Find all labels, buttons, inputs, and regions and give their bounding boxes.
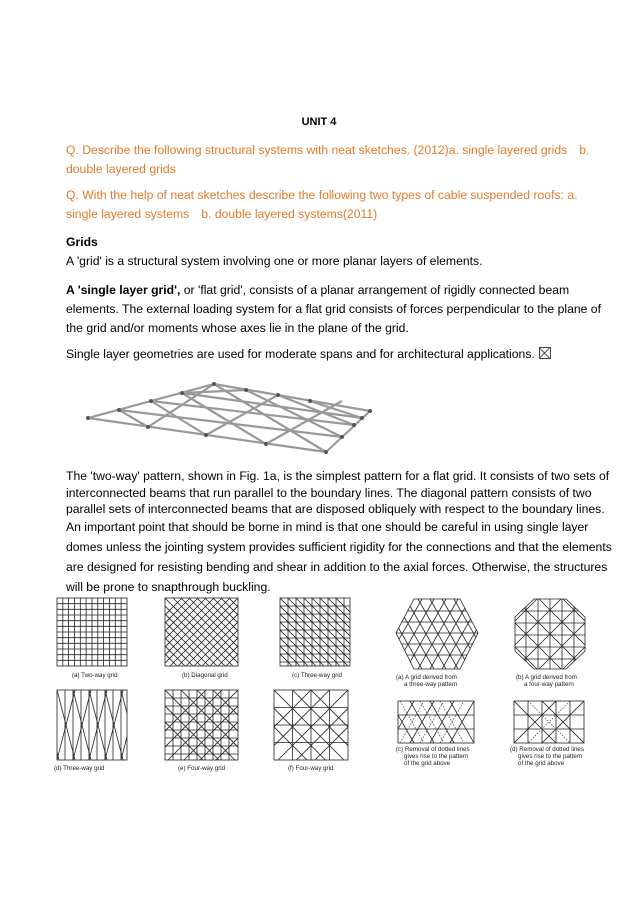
question-1-main: Q. Describe the following structural systems with neat sketches. (2012)a. single layered grids bbox=[66, 143, 568, 157]
question-1-part-b: b. double layered grids bbox=[66, 143, 590, 176]
caption-b: (b) Diagonal grid bbox=[182, 672, 228, 679]
single-layer-grid-figure bbox=[86, 374, 376, 456]
question-2-main: Q. With the help of neat sketches describe the following two types of cable suspended roofs: a. single layered systems bbox=[66, 188, 578, 221]
caption-rc-line2: gives rise to the pattern bbox=[404, 753, 469, 760]
caption-rb-line1: (b) A grid derived from bbox=[516, 674, 577, 681]
caption-rd-line2: gives rise to the pattern bbox=[518, 753, 583, 760]
single-layer-paragraph bbox=[66, 281, 612, 338]
unit-heading: UNIT 4 bbox=[301, 116, 337, 128]
removal-pattern-d-diagram bbox=[514, 701, 584, 743]
grids-definition: A 'grid' is a structural system involving one or more planar layers of elements. bbox=[66, 254, 483, 268]
removal-pattern-c-diagram bbox=[390, 701, 474, 743]
three-way-grid-diagram-c bbox=[224, 598, 404, 666]
two-way-grid-diagram bbox=[57, 598, 127, 666]
caption-d: (d) Three-way grid bbox=[54, 765, 105, 772]
question-1 bbox=[66, 141, 606, 179]
grid-patterns-figure bbox=[52, 593, 612, 779]
caption-c: (c) Three-way grid bbox=[292, 672, 343, 679]
caption-a: (a) Two-way grid bbox=[72, 672, 118, 679]
caption-f: (f) Four-way grid bbox=[288, 765, 334, 772]
single-layer-text: or 'flat grid', consists of a planar arrangement of rigidly connected beam elements. The external loading system for a flat grid consists of forces perpendicular to the plane of the grid and/or moments whose axes lie in the plane of the grid. bbox=[66, 283, 601, 335]
pattern-paragraph: The 'two-way' pattern, shown in Fig. 1a, is the simplest pattern for a flat grid. It consists of two sets of interconnected beams that run parallel to the boundary lines. The diagonal pattern consists of two parallel sets of interconnected beams that are disposed obliquely with respect to the boundary lines. bbox=[66, 469, 610, 516]
caption-rd-line1: (d) Removal of dotted lines bbox=[510, 746, 584, 753]
geometries-paragraph bbox=[66, 345, 612, 364]
four-way-derived-grid-diagram bbox=[515, 599, 585, 669]
caption-e: (e) Four-way grid bbox=[178, 765, 226, 772]
four-way-grid-diagram-f bbox=[237, 690, 385, 760]
single-layer-term: A 'single layer grid', bbox=[66, 283, 181, 297]
caption-ra-line2: a three-way pattern bbox=[404, 681, 458, 688]
caption-ra-line1: (a) A grid derived from bbox=[396, 674, 457, 681]
four-way-grid-diagram-e bbox=[133, 690, 286, 760]
caption-rd-line3: of the grid above bbox=[518, 760, 565, 767]
caption-rc-line3: of the grid above bbox=[404, 760, 451, 767]
important-paragraph: An important point that should be borne in mind is that one should be careful in using single layer domes unless the jointing system provides sufficient rigidity for the connections and that the elements are designed for resisting bending and shear in addition to the axial forces. Otherwise, the structures will be prone to snapthrough buckling. bbox=[66, 520, 612, 594]
broken-image-icon bbox=[539, 347, 551, 359]
three-way-derived-grid-diagram bbox=[382, 599, 494, 669]
grids-heading: Grids bbox=[66, 235, 98, 249]
question-2-part-b: b. double layered systems(2011) bbox=[201, 207, 378, 221]
grid-members bbox=[88, 384, 370, 452]
diagonal-grid-diagram bbox=[109, 598, 297, 666]
three-way-grid-diagram-d bbox=[52, 690, 139, 760]
geometries-text: Single layer geometries are used for moderate spans and for architectural applications. bbox=[66, 347, 535, 361]
caption-rc-line1: (c) Removal of dotted lines bbox=[396, 746, 470, 753]
question-2 bbox=[66, 186, 606, 224]
caption-rb-line2: a four-way pattern bbox=[524, 681, 574, 688]
